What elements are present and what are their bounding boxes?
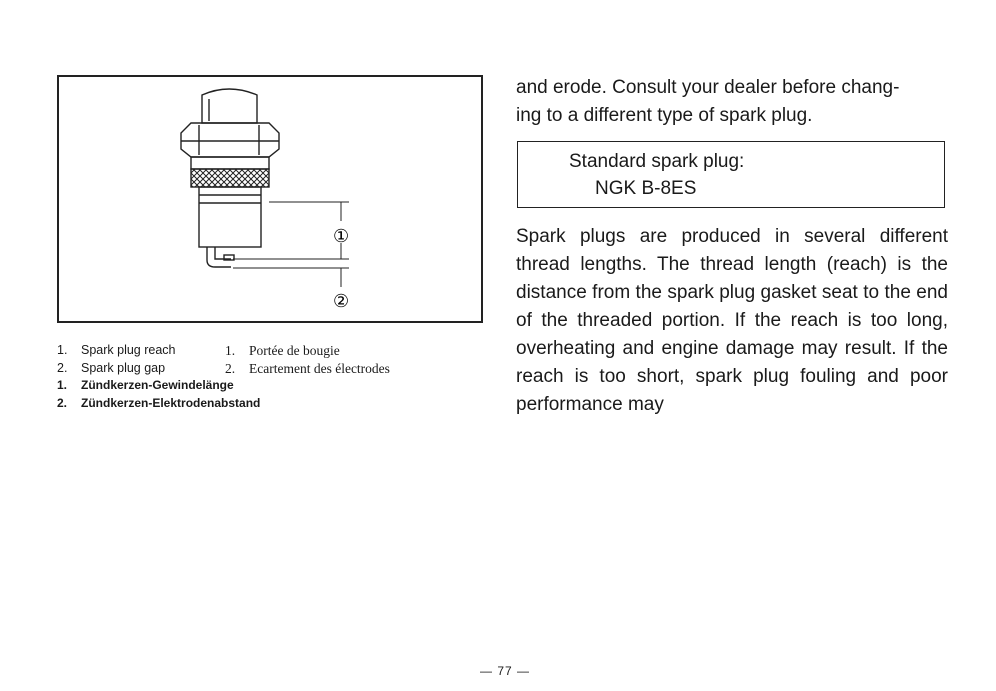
paragraph-line: ing to a different type of spark plug. (516, 105, 813, 126)
legend-en-label: Spark plug reach (81, 343, 176, 357)
legend-de-label: Zündkerzen-Elektrodenabstand (81, 395, 261, 410)
spark-plug-diagram (59, 77, 485, 325)
legend-fr-label: Ecartement des électrodes (249, 360, 390, 376)
legend-number: 1. (57, 378, 68, 392)
spark-plug-figure (57, 75, 483, 323)
legend-en-label: Spark plug gap (81, 360, 166, 375)
legend-number: 2. (225, 360, 236, 376)
legend-number: 1. (225, 343, 236, 358)
legend-de-label: Zündkerzen-Gewindelänge (81, 378, 234, 392)
gap-dimension (233, 268, 349, 287)
callout-2: ② (333, 291, 350, 312)
spark-plug-drawing (181, 89, 279, 267)
paragraph-line: and erode. Consult your dealer before chang- (516, 77, 900, 98)
reach-dimension (233, 202, 349, 259)
spec-label: Standard spark plug: (569, 151, 745, 172)
legend-number: 2. (57, 395, 68, 410)
spec-box (517, 141, 945, 208)
legend-number: 2. (57, 360, 68, 375)
spec-value: NGK B-8ES (595, 178, 697, 199)
page-number: — 77 — (480, 664, 531, 678)
body-paragraph (516, 223, 948, 419)
callout-1: ① (333, 226, 350, 247)
legend-number: 1. (57, 343, 68, 357)
body-text: Spark plugs are produced in several different thread lengths. The thread length (reach) is the distance from the spark plug gasket seat to the end of the threaded portion. If the reach is too long, overheating and engine damage may result. If the reach is too short, spark plug fouling and poor performance may (516, 226, 948, 415)
legend-fr-label: Portée de bougie (249, 343, 340, 358)
intro-paragraph (516, 74, 948, 130)
